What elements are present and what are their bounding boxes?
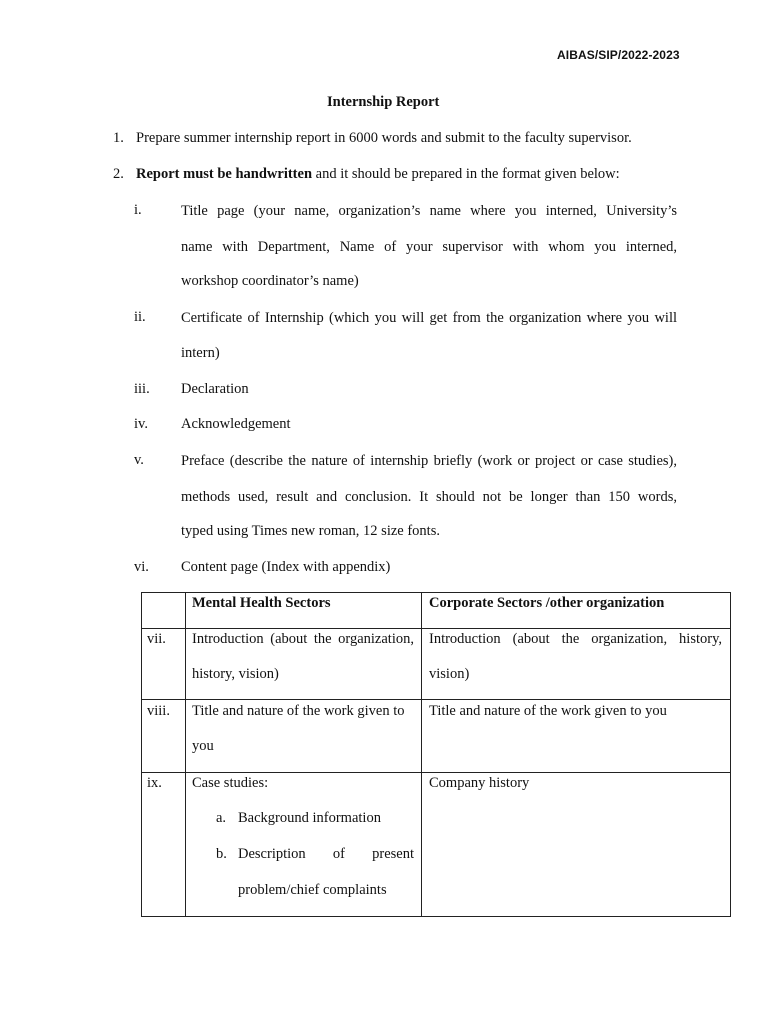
table-cell: vision) <box>429 666 470 682</box>
table-cell: you <box>192 738 214 754</box>
subitem-line: methods used, result and conclusion. It should not be longer than 150 words, <box>181 489 677 505</box>
table-cell: Introduction (about the organization, <box>192 631 414 647</box>
list-marker: a. <box>216 810 227 826</box>
table-border <box>141 916 731 917</box>
table-border <box>141 592 731 593</box>
subitem-number: i. <box>134 202 142 218</box>
table-cell: Introduction (about the organization, history, <box>429 631 722 647</box>
subitem-line: Content page (Index with appendix) <box>181 559 391 575</box>
table-cell: problem/chief complaints <box>238 882 387 898</box>
table-header: Mental Health Sectors <box>192 595 331 611</box>
subitem-line: Declaration <box>181 381 249 397</box>
list-marker: b. <box>216 846 227 862</box>
subitem-number: v. <box>134 452 144 468</box>
table-cell: Title and nature of the work given to you <box>429 703 667 719</box>
list-item-number: 2. <box>113 166 124 182</box>
table-cell: Background information <box>238 810 381 826</box>
list-item-text: Prepare summer internship report in 6000 words and submit to the faculty supervisor. <box>136 130 632 146</box>
subitem-line: Preface (describe the nature of internship briefly (work or project or case studies), <box>181 453 677 469</box>
table-header: Corporate Sectors /other organization <box>429 595 665 611</box>
subitem-line: name with Department, Name of your supervisor with whom you interned, <box>181 239 677 255</box>
document-code: AIBAS/SIP/2022-2023 <box>557 48 680 62</box>
subitem-line: workshop coordinator’s name) <box>181 273 359 289</box>
table-cell: Description of present <box>238 846 414 862</box>
subitem-line: Title page (your name, organization’s name where you interned, University’s <box>181 203 677 219</box>
table-border <box>421 592 422 917</box>
table-border <box>141 592 142 917</box>
subitem-number: ii. <box>134 309 146 325</box>
list-item-text <box>136 166 620 183</box>
subitem-line: typed using Times new roman, 12 size fonts. <box>181 523 440 539</box>
table-border <box>141 699 731 700</box>
subitem-line: Certificate of Internship (which you will get from the organization where you will <box>181 310 677 326</box>
content-table <box>141 592 731 917</box>
emphasis-text: Report must be handwritten <box>136 166 313 182</box>
table-border <box>141 628 731 629</box>
table-border <box>141 772 731 773</box>
subitem-number: iii. <box>134 381 150 397</box>
list-item-rest: and it should be prepared in the format given below: <box>312 166 620 182</box>
table-row-number: ix. <box>147 775 162 791</box>
table-cell: Title and nature of the work given to <box>192 703 405 719</box>
table-border <box>730 592 731 917</box>
subitem-number: iv. <box>134 416 148 432</box>
page-title: Internship Report <box>327 94 440 110</box>
table-cell: Company history <box>429 775 530 791</box>
subitem-line: intern) <box>181 345 220 361</box>
subitem-line: Acknowledgement <box>181 416 291 432</box>
list-item-number: 1. <box>113 130 124 146</box>
subitem-number: vi. <box>134 559 149 575</box>
table-cell: Case studies: <box>192 775 269 791</box>
table-border <box>185 592 186 917</box>
table-row-number: viii. <box>147 703 170 719</box>
table-row-number: vii. <box>147 631 166 647</box>
table-cell: history, vision) <box>192 666 279 682</box>
